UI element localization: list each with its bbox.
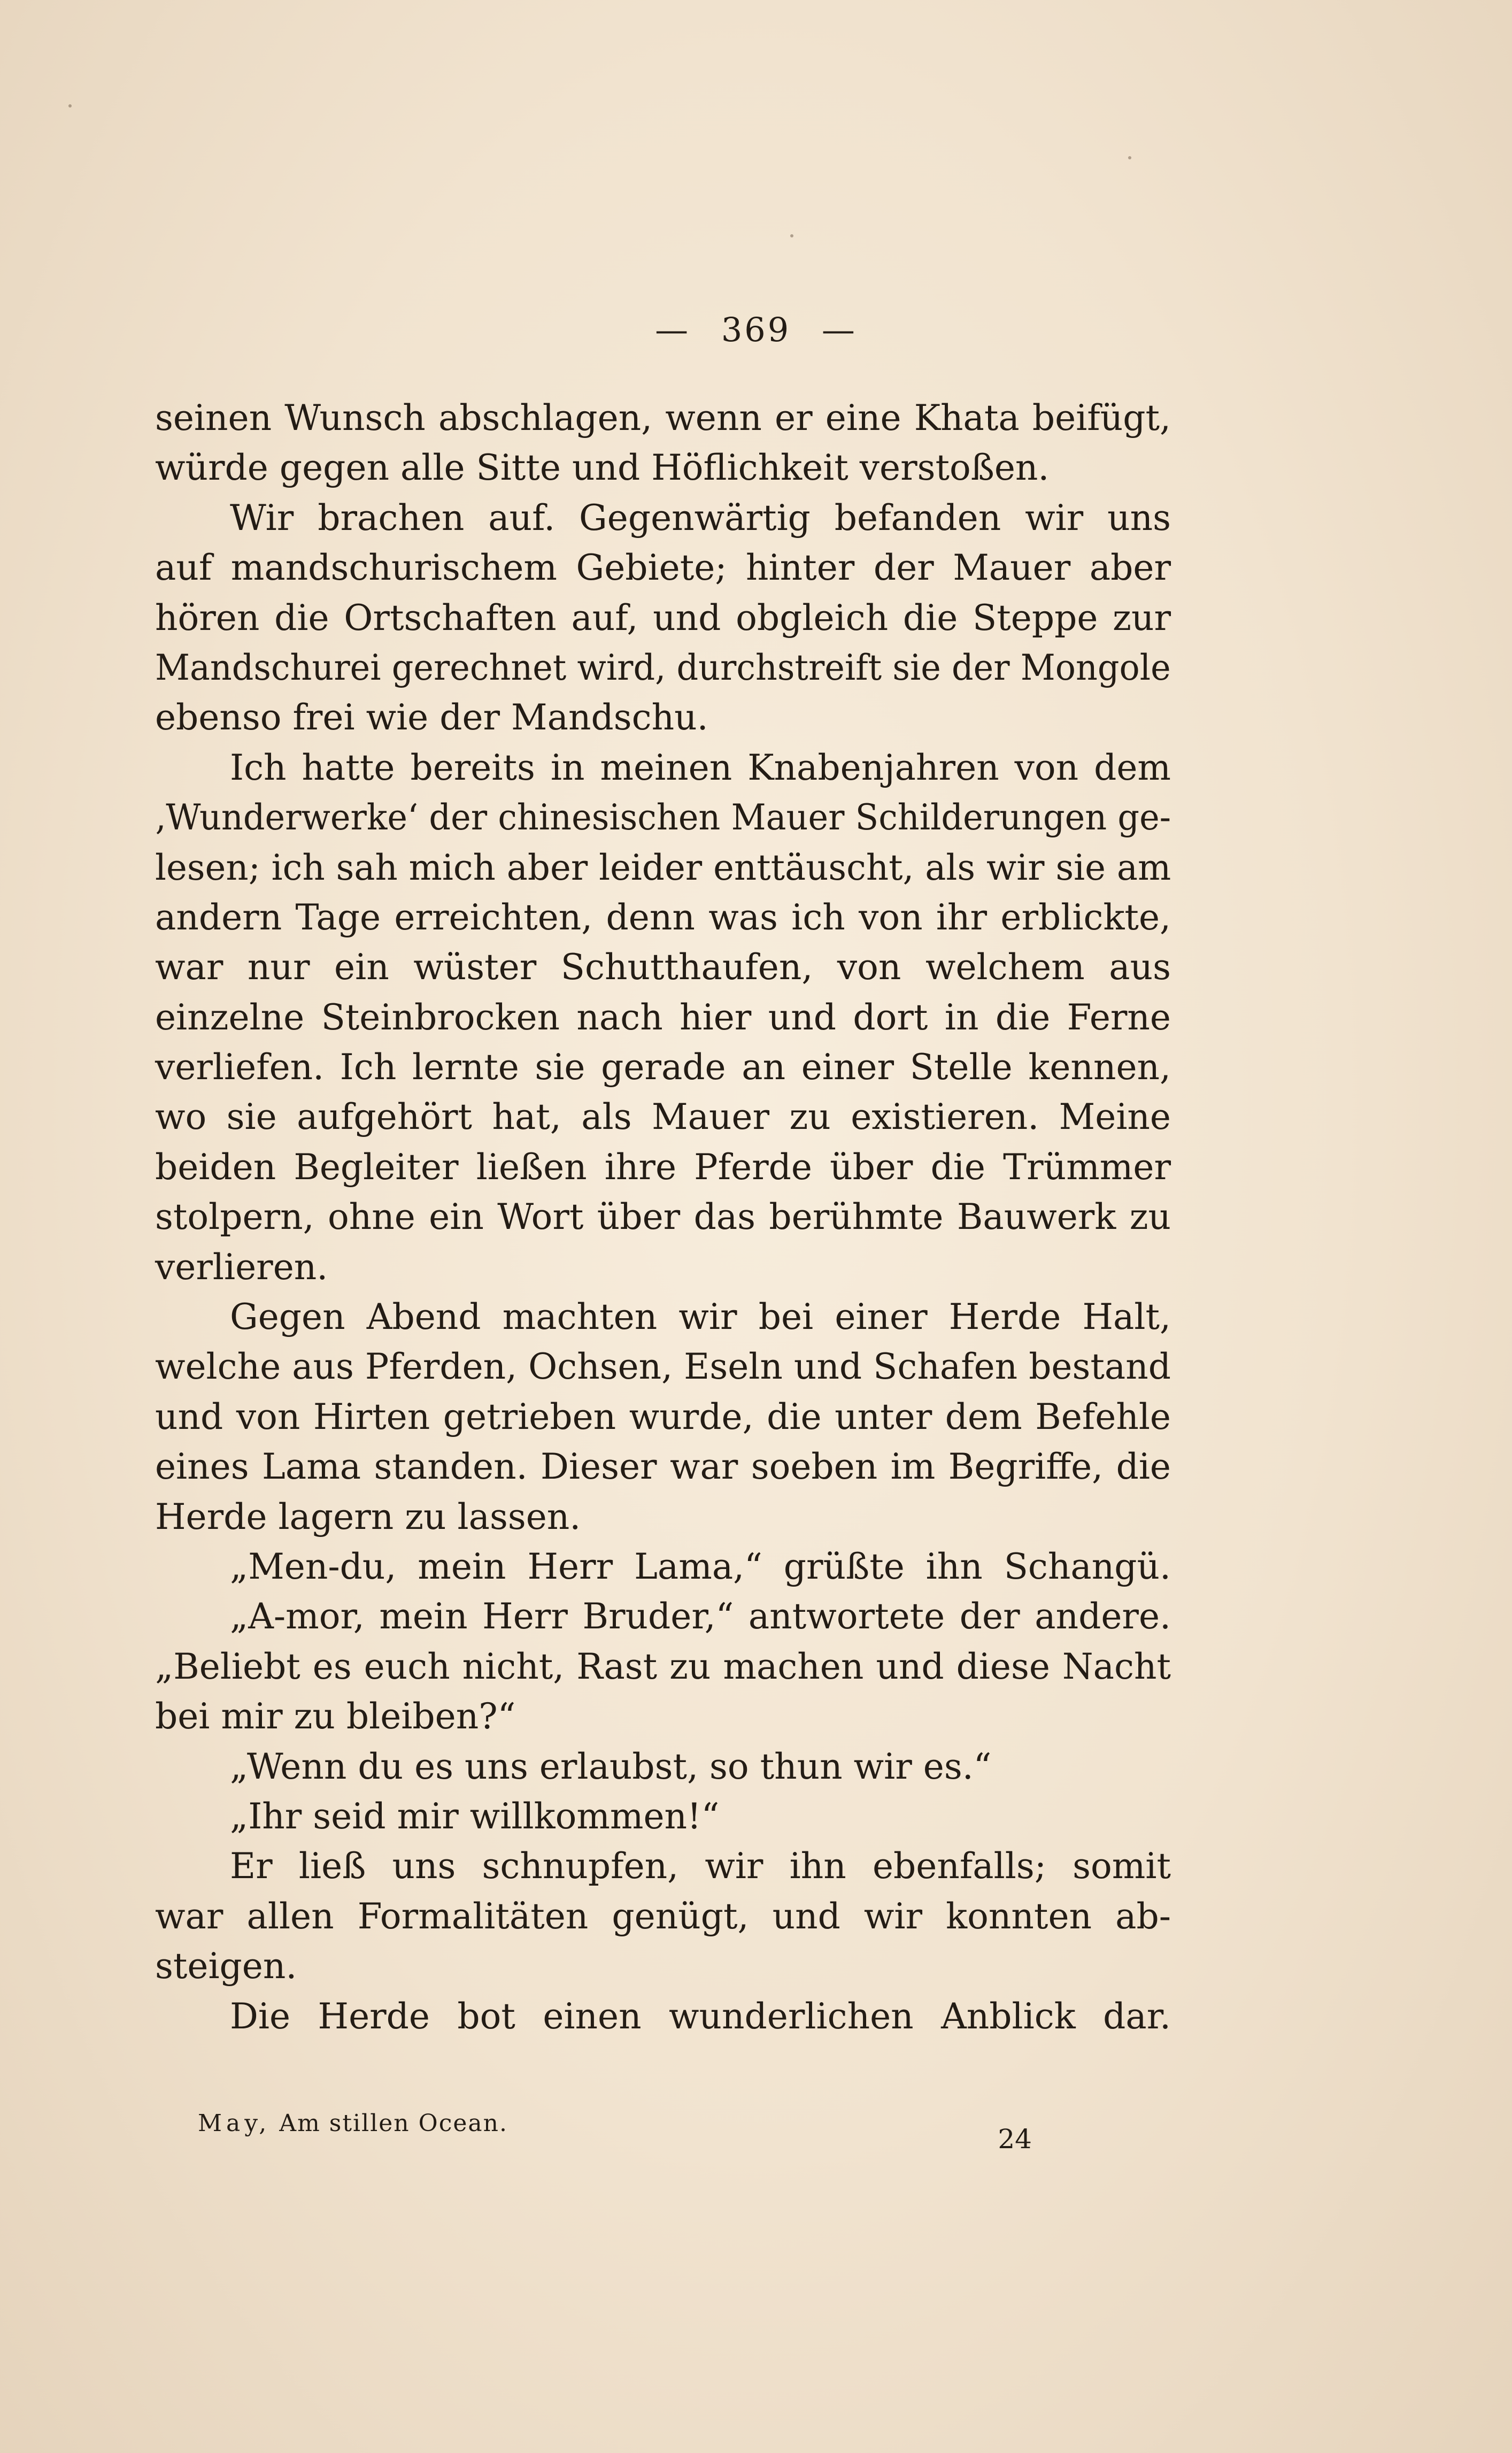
text-line: Er ließ uns schnupfen, wir ihn ebenfalls; somit xyxy=(230,1845,1171,1887)
page-number: 369 xyxy=(721,310,791,349)
text-line: Ich hatte bereits in meinen Knabenjahren von dem xyxy=(230,747,1171,788)
book-signature xyxy=(198,2110,508,2137)
text-line: stolpern, ohne ein Wort über das berühmte Bauwerk zu xyxy=(155,1196,1171,1238)
text-line: beiden Begleiter ließen ihre Pferde über die Trümmer xyxy=(155,1146,1171,1188)
signature-author: May, xyxy=(198,2110,271,2137)
text-line: würde gegen alle Sitte und Höflichkeit verstoßen. xyxy=(155,447,1050,489)
page-footer xyxy=(198,2110,1032,2155)
text-line: hören die Ortschaften auf, und obgleich die Steppe zur xyxy=(155,597,1171,639)
signature-title: Am stillen Ocean. xyxy=(279,2110,508,2137)
text-line: bei mir zu bleiben?“ xyxy=(155,1696,516,1737)
text-line: Gegen Abend machten wir bei einer Herde Halt, xyxy=(230,1296,1171,1338)
text-line: „Wenn du es uns erlaubst, so thun wir es.“ xyxy=(230,1745,992,1787)
text-line: war nur ein wüster Schutthaufen, von welchem aus xyxy=(155,947,1171,988)
page-header xyxy=(0,310,1512,349)
header-dash-right: — xyxy=(821,310,857,349)
sheet-number: 24 xyxy=(998,2124,1032,2155)
text-line: „A-mor, mein Herr Bruder,“ antwortete der andere. xyxy=(230,1596,1171,1637)
text-line: andern Tage erreichten, denn was ich von ihr erblickte, xyxy=(155,896,1171,938)
text-line: seinen Wunsch abschlagen, wenn er eine Khata beifügt, xyxy=(155,397,1171,439)
text-line: war allen Formalitäten genügt, und wir konnten ab- xyxy=(155,1895,1171,1937)
text-line: verlieren. xyxy=(155,1246,328,1288)
text-line: Mandschurei gerechnet wird, durchstreift sie der Mongole xyxy=(155,647,1171,688)
text-line: eines Lama standen. Dieser war soeben im Begriffe, die xyxy=(155,1446,1171,1488)
paper-speck xyxy=(1128,156,1131,159)
text-line: verliefen. Ich lernte sie gerade an einer Stelle kennen, xyxy=(155,1047,1171,1088)
text-line: auf mandschurischem Gebiete; hinter der Mauer aber xyxy=(155,547,1171,589)
text-line: einzelne Steinbrocken nach hier und dort in die Ferne xyxy=(155,996,1171,1038)
text-line: „Ihr seid mir willkommen!“ xyxy=(230,1795,720,1837)
paper-speck xyxy=(68,104,72,107)
paper-speck xyxy=(790,234,793,237)
header-dash-left: — xyxy=(655,310,691,349)
text-line: ‚Wunderwerke‘ der chinesischen Mauer Schilderungen ge- xyxy=(155,797,1171,839)
text-line: lesen; ich sah mich aber leider enttäuscht, als wir sie am xyxy=(155,847,1171,888)
text-line: Wir brachen auf. Gegenwärtig befanden wir uns xyxy=(230,497,1171,539)
text-line: „Beliebt es euch nicht, Rast zu machen und diese Nacht xyxy=(155,1645,1171,1687)
text-line: welche aus Pferden, Ochsen, Eseln und Schafen bestand xyxy=(155,1346,1171,1388)
text-line: ebenso frei wie der Mandschu. xyxy=(155,697,708,739)
text-line: Die Herde bot einen wunderlichen Anblick dar. xyxy=(230,1995,1171,2037)
text-line: und von Hirten getrieben wurde, die unter dem Befehle xyxy=(155,1396,1171,1437)
text-line: „Men-du, mein Herr Lama,“ grüßte ihn Schangü. xyxy=(230,1545,1171,1587)
text-line: steigen. xyxy=(155,1946,297,1987)
text-line: Herde lagern zu lassen. xyxy=(155,1496,581,1537)
body-text xyxy=(155,393,1171,2041)
text-line: wo sie aufgehört hat, als Mauer zu existieren. Meine xyxy=(155,1096,1171,1138)
